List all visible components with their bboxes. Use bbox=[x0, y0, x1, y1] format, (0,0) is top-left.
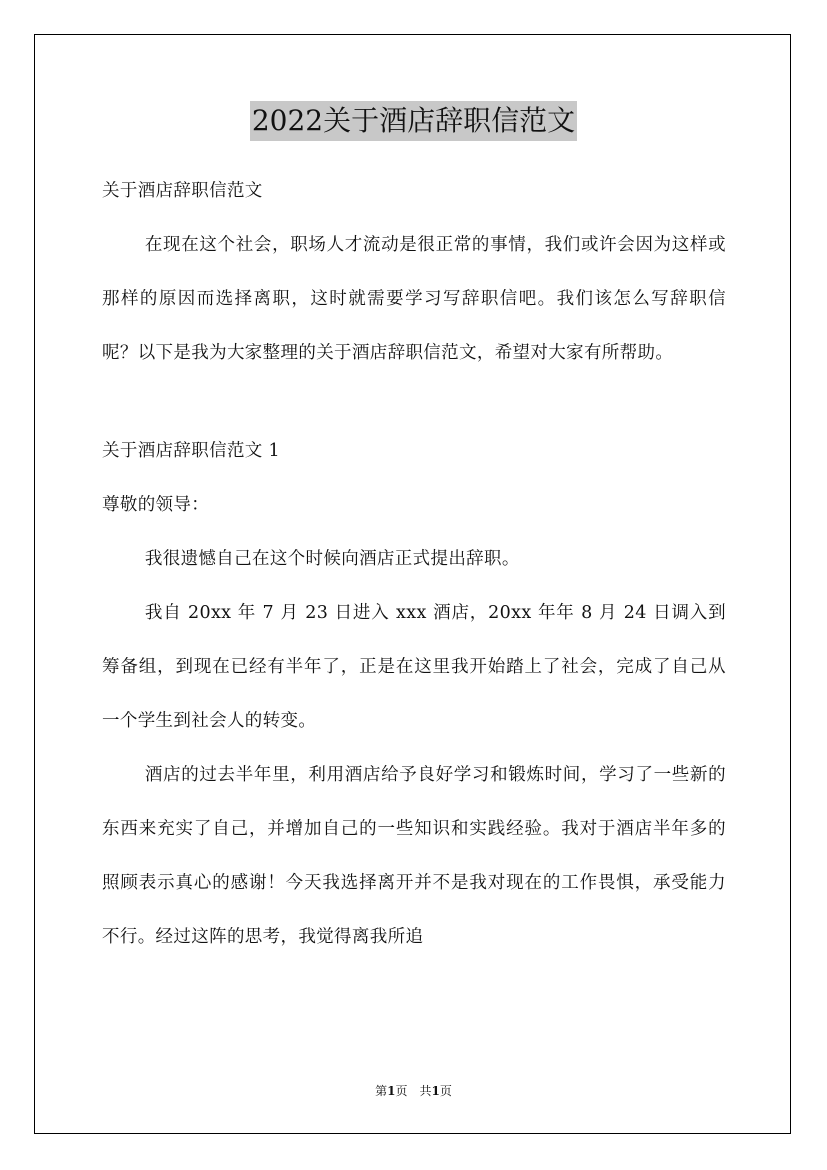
body-paragraph: 我很遗憾自己在这个时候向酒店正式提出辞职。 bbox=[144, 549, 520, 569]
subtitle: 关于酒店辞职信范文 bbox=[102, 181, 263, 201]
page-prefix: 第 bbox=[375, 1084, 388, 1098]
salutation: 尊敬的领导： bbox=[102, 495, 210, 515]
paragraph-gap bbox=[102, 380, 726, 424]
body-paragraph: 我自 20xx 年 7 月 23 日进入 xxx 酒店，20xx 年年 8 月 24 日调入到筹备组，到现在已经有半年了，正是在这里我开始踏上了社会，完成了自己从一个学生到社会人的转变。 bbox=[102, 603, 726, 731]
page-mid: 页 共 bbox=[395, 1084, 432, 1098]
page-footer bbox=[0, 1083, 827, 1099]
page-total: 1 bbox=[431, 1084, 440, 1098]
title-area bbox=[0, 101, 827, 141]
document-body bbox=[102, 164, 726, 964]
document-title: 2022关于酒店辞职信范文 bbox=[250, 101, 577, 141]
section-heading: 关于酒店辞职信范文 1 bbox=[102, 441, 281, 461]
body-paragraph: 酒店的过去半年里，利用酒店给予良好学习和锻炼时间，学习了一些新的东西来充实了自己，并增加自己的一些知识和实践经验。我对于酒店半年多的照顾表示真心的感谢！今天我选择离开并不是我对现在的工作畏惧，承受能力不行。经过这阵的思考，我觉得离我所追 bbox=[102, 765, 726, 947]
intro-paragraph: 在现在这个社会，职场人才流动是很正常的事情，我们或许会因为这样或那样的原因而选择离职，这时就需要学习写辞职信吧。我们该怎么写辞职信呢？以下是我为大家整理的关于酒店辞职信范文，希望对大家有所帮助。 bbox=[102, 235, 726, 363]
page-current: 1 bbox=[387, 1084, 396, 1098]
page-suffix: 页 bbox=[439, 1084, 452, 1098]
